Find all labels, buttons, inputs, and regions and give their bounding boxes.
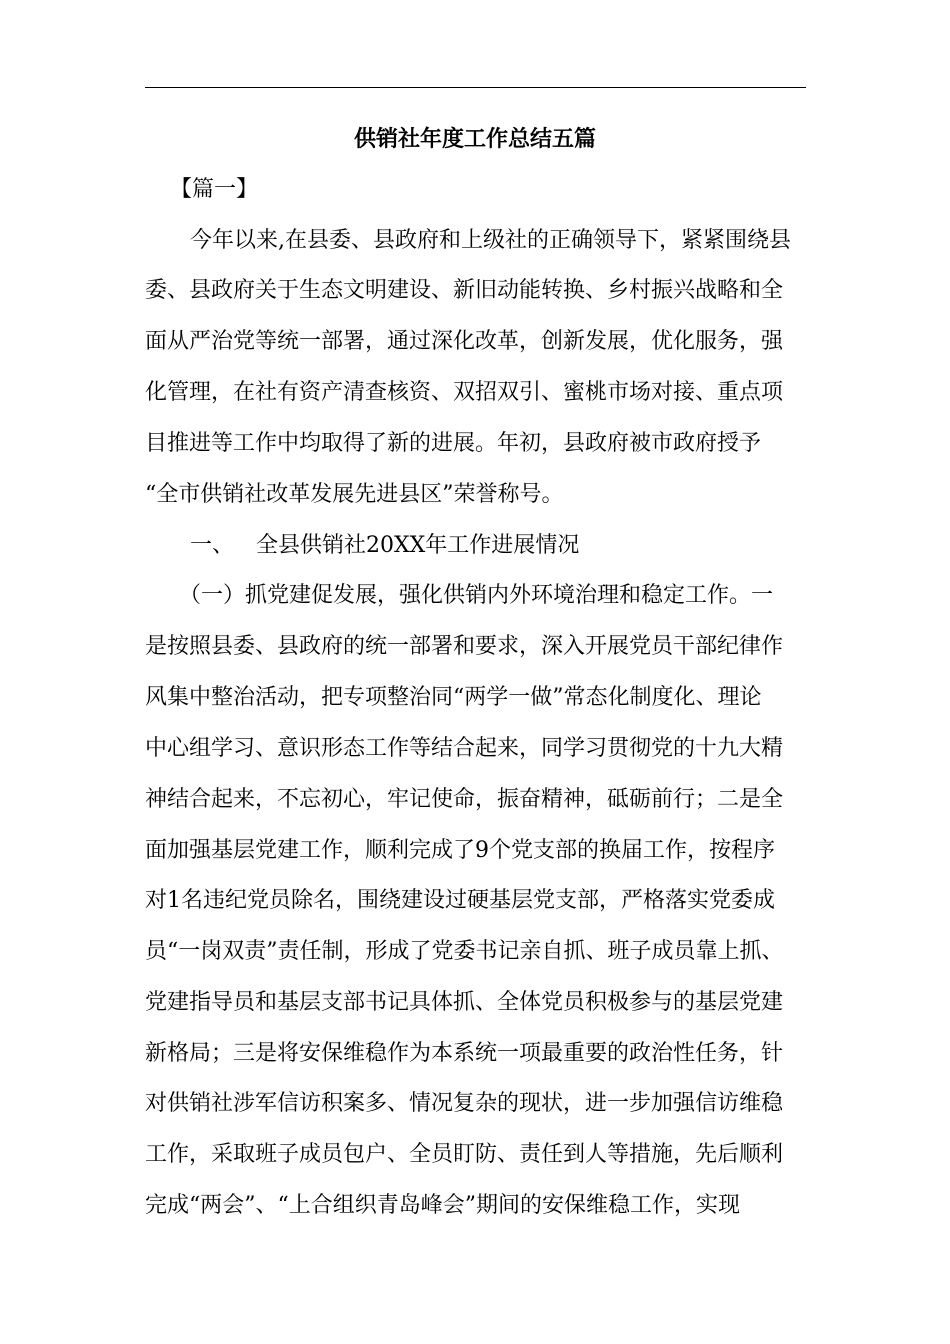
body-line: 神结合起来，不忘初心，牢记使命，振奋精神，砥砺前行；二是全 [145, 787, 784, 812]
body-line: “全市供销社改革发展先进县区”荣誉称号。 [145, 482, 564, 507]
header-rule [145, 87, 806, 88]
body-line: 党建指导员和基层支部书记具体抓、全体党员积极参与的基层党建 [145, 990, 784, 1015]
document-title: 供销社年度工作总结五篇 [353, 126, 596, 152]
body-line: 对供销社涉军信访积案多、情况复杂的现状，进一步加强信访维稳 [145, 1091, 784, 1116]
body-line: 是按照县委、县政府的统一部署和要求，深入开展党员干部纪律作 [145, 634, 784, 659]
section-label: 【篇一】 [170, 177, 259, 202]
body-line: 面从严治党等统一部署，通过深化改革，创新发展，优化服务，强 [145, 329, 784, 354]
body-line: 风集中整治活动，把专项整治同“两学一做”常态化制度化、理论 [145, 685, 762, 710]
body-line: 化管理，在社有资产清查核资、双招双引、蜜桃市场对接、重点项 [145, 380, 784, 405]
subsection-line: （一）抓党建促发展，强化供销内外环境治理和稳定工作。一 [179, 583, 774, 608]
body-line: 员“一岗双责”责任制，形成了党委书记亲自抓、班子成员靠上抓、 [145, 939, 784, 964]
body-line: 中心组学习、意识形态工作等结合起来，同学习贯彻党的十九大精 [145, 736, 784, 761]
body-line: 完成“两会”、“上合组织青岛峰会”期间的安保维稳工作，实现 [145, 1193, 740, 1218]
body-line: 今年以来,在县委、县政府和上级社的正确领导下，紧紧围绕县 [190, 228, 791, 253]
body-line: 面加强基层党建工作，顺利完成了9个党支部的换届工作，按程序 [145, 838, 775, 863]
section-heading: 一、 全县供销社20XX年工作进展情况 [190, 533, 580, 558]
body-line: 工作，采取班子成员包户、全员盯防、责任到人等措施，先后顺利 [145, 1142, 784, 1167]
body-line: 目推进等工作中均取得了新的进展。年初，县政府被市政府授予 [145, 431, 762, 456]
body-line: 委、县政府关于生态文明建设、新旧动能转换、乡村振兴战略和全 [145, 278, 784, 303]
body-line: 新格局；三是将安保维稳作为本系统一项最重要的政治性任务，针 [145, 1041, 784, 1066]
body-line: 对1名违纪党员除名，围绕建设过硬基层党支部，严格落实党委成 [145, 888, 775, 913]
